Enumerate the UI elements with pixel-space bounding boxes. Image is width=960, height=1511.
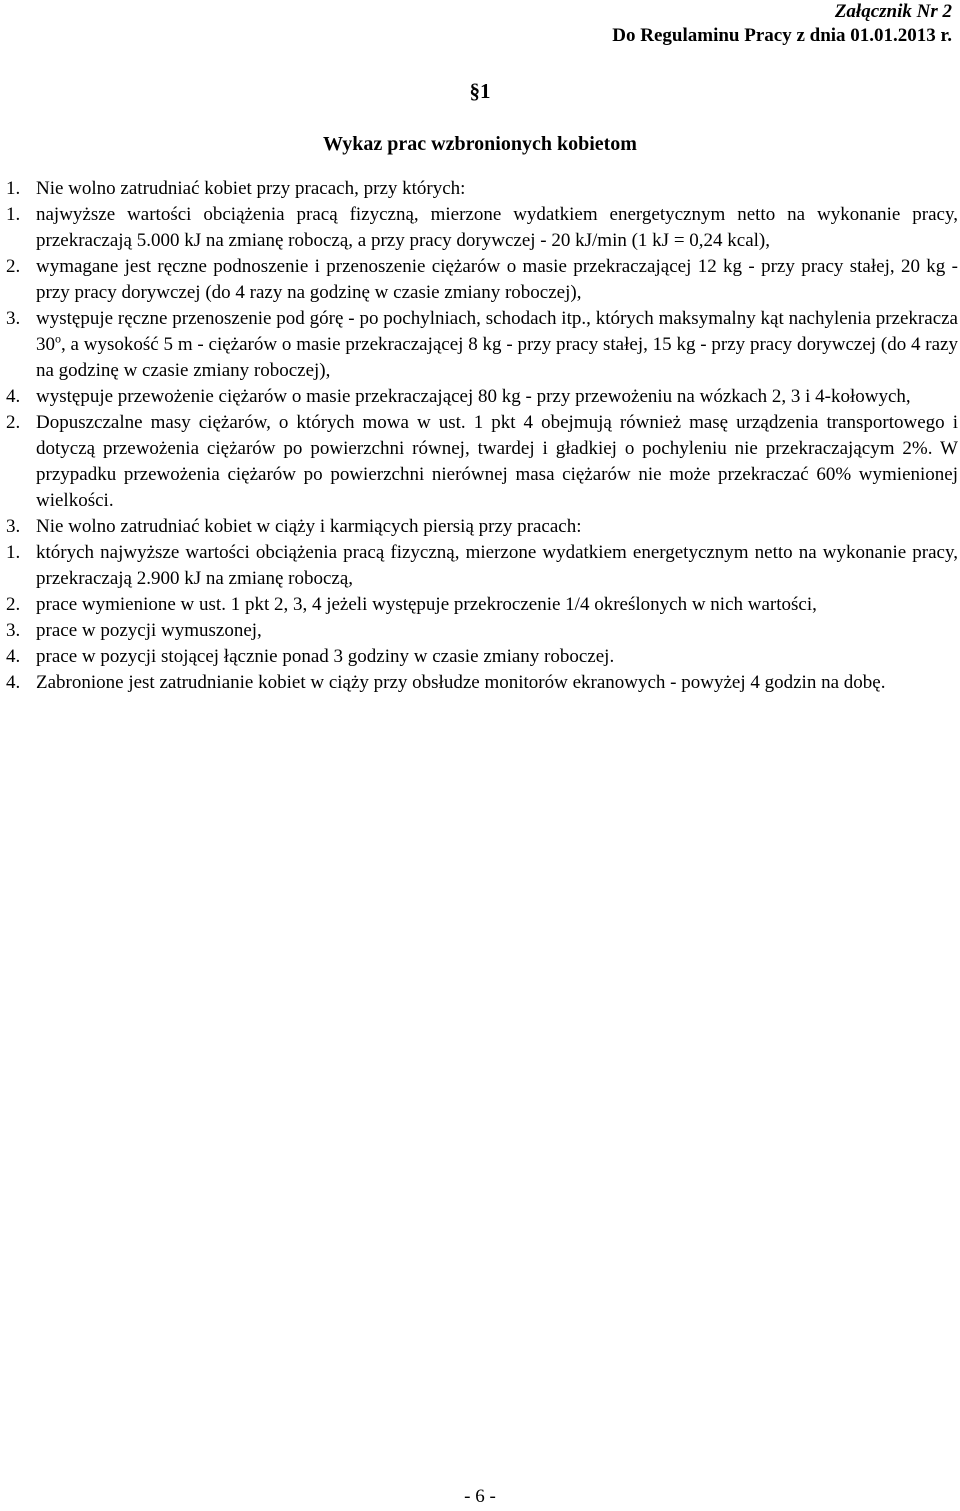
sub-item-text-before: występuje ręczne przenoszenie pod górę - po pochylniach, schodach itp., których maksymalny kąt nachylenia przekracza 30 bbox=[36, 308, 958, 355]
list-item-3 bbox=[6, 514, 958, 540]
item-number: 3. bbox=[6, 516, 21, 537]
list-item-1 bbox=[6, 176, 958, 202]
sub-item-number: 4. bbox=[6, 386, 21, 407]
sub-item-text: prace w pozycji wymuszonej, bbox=[36, 620, 262, 641]
sub-item-text: prace w pozycji stojącej łącznie ponad 3 godziny w czasie zmiany roboczej. bbox=[36, 646, 615, 667]
degree-superscript: o bbox=[55, 331, 61, 346]
sub-item-text bbox=[36, 306, 958, 384]
sub-item-3-1 bbox=[6, 540, 958, 592]
sub-item-number: 3. bbox=[6, 308, 21, 329]
sub-item-text: najwyższe wartości obciążenia pracą fizyczną, mierzone wydatkiem energetycznym netto na wykonanie pracy, przekraczają 5.000 kJ na zmianę roboczą, a przy pracy dorywczej - 20 kJ/min (1 kJ = 0,24 kcal), bbox=[36, 204, 958, 251]
sub-item-number: 2. bbox=[6, 256, 21, 277]
regulation-reference: Do Regulaminu Pracy z dnia 01.01.2013 r. bbox=[612, 25, 952, 46]
sub-item-number: 1. bbox=[6, 204, 21, 225]
item-text: Nie wolno zatrudniać kobiet w ciąży i karmiących piersią przy pracach: bbox=[36, 516, 582, 537]
list-item-2 bbox=[6, 410, 958, 514]
item-text: Zabronione jest zatrudnianie kobiet w ciąży przy obsłudze monitorów ekranowych - powyżej 4 godzin na dobę. bbox=[36, 672, 886, 693]
item-number: 1. bbox=[6, 178, 21, 199]
item-number: 2. bbox=[6, 412, 21, 433]
document-header bbox=[612, 0, 952, 48]
sub-item-text: wymagane jest ręczne podnoszenie i przenoszenie ciężarów o masie przekraczającej 12 kg - przy pracy stałej, 20 kg - przy pracy dorywczej (do 4 razy na godzinę w czasie zmiany roboczej), bbox=[36, 256, 958, 303]
sub-item-number: 2. bbox=[6, 594, 21, 615]
item-text: Nie wolno zatrudniać kobiet przy pracach, przy których: bbox=[36, 178, 466, 199]
page-number: - 6 - bbox=[464, 1486, 496, 1507]
sub-item-1-2 bbox=[6, 254, 958, 306]
sub-item-1-1 bbox=[6, 202, 958, 254]
sub-item-number: 3. bbox=[6, 620, 21, 641]
sub-item-text: występuje przewożenie ciężarów o masie przekraczającej 80 kg - przy przewożeniu na wózkach 2, 3 i 4-kołowych, bbox=[36, 386, 911, 407]
sub-item-text-after: , a wysokość 5 m - ciężarów o masie przekraczającej 8 kg - przy pracy stałej, 15 kg - przy pracy dorywczej (do 4 razy na godzinę w czasie zmiany roboczej), bbox=[36, 334, 958, 381]
sub-item-3-3 bbox=[6, 618, 958, 644]
document-body bbox=[6, 176, 958, 696]
sub-item-number: 4. bbox=[6, 646, 21, 667]
sub-item-text: których najwyższe wartości obciążenia pracą fizyczną, mierzone wydatkiem energetycznym netto na wykonanie pracy, przekraczają 2.900 kJ na zmianę roboczą, bbox=[36, 542, 958, 589]
sub-item-3-2 bbox=[6, 592, 958, 618]
sub-item-1-3 bbox=[6, 306, 958, 384]
list-item-4 bbox=[6, 670, 958, 696]
sub-item-text: prace wymienione w ust. 1 pkt 2, 3, 4 jeżeli występuje przekroczenie 1/4 określonych w nich wartości, bbox=[36, 594, 817, 615]
sub-item-1-4 bbox=[6, 384, 958, 410]
sub-item-3-4 bbox=[6, 644, 958, 670]
section-mark: §1 bbox=[469, 79, 491, 103]
sub-item-number: 1. bbox=[6, 542, 21, 563]
item-text: Dopuszczalne masy ciężarów, o których mowa w ust. 1 pkt 4 obejmują również masę urządzenia transportowego i dotyczą przewożenia ciężarów po powierzchni równej, twardej i gładkiej o pochyleniu nie przekraczającym 2%. W przypadku przewożenia ciężarów po powierzchni nierównej masa ciężarów nie może przekraczać 60% wymienionej wielkości. bbox=[36, 412, 958, 511]
item-number: 4. bbox=[6, 672, 21, 693]
attachment-label: Załącznik Nr 2 bbox=[834, 1, 952, 22]
document-title: Wykaz prac wzbronionych kobietom bbox=[323, 133, 637, 155]
